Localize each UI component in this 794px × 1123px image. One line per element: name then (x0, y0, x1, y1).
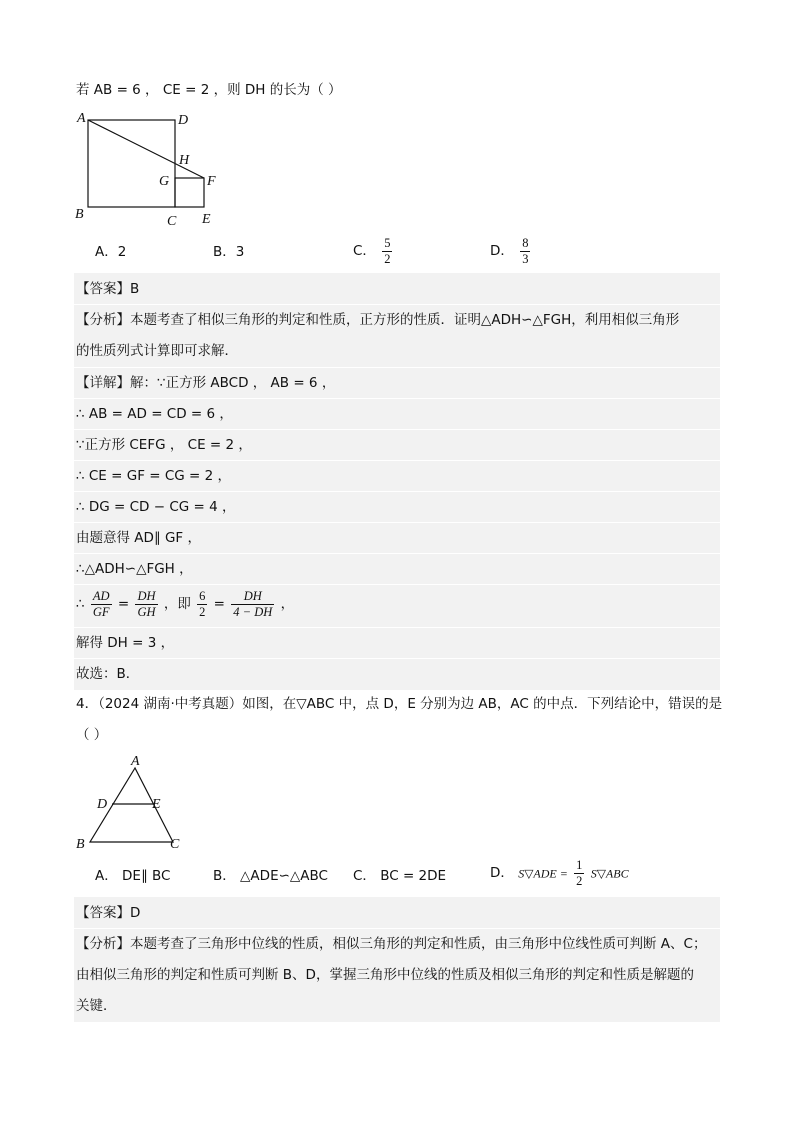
q3-squares-figure (70, 108, 250, 230)
q3-detail-line10: 故选：B． (76, 666, 140, 682)
q3-option-a: A．2 (95, 244, 127, 260)
q3-detail-line3: ∵正方形 CEFG ， CE = 2 ， (76, 437, 252, 453)
q3-detail-line9: 解得 DH = 3 ， (76, 635, 175, 651)
label-G: G (159, 174, 170, 189)
q3-analysis-line1: 【分析】本题考查了相似三角形的判定和性质，正方形的性质．证明△ADH∽△FGH，利用相似三角形 (76, 312, 680, 328)
label-B: B (76, 837, 85, 852)
q3-detail-line4: ∴ CE = GF = CG = 2 ， (76, 468, 232, 484)
q3-detail-line6: 由题意得 AD∥ GF ， (76, 530, 201, 546)
q4-solution-panel (74, 897, 720, 1022)
label-C: C (170, 837, 180, 852)
label-A: A (77, 111, 86, 126)
q3-detail-line7: ∴△ADH∽△FGH ， (76, 561, 193, 577)
q4-stem-line1: 4．（2024 湖南·中考真题）如图，在▽ABC 中，点 D，E 分别为边 AB，AC 的中点．下列结论中，错误的是 (76, 696, 723, 712)
q4-triangle-figure (70, 752, 200, 852)
label-C: C (167, 214, 177, 229)
fraction-dh-gh: $\frac{DH}{GH}$ (137, 589, 156, 619)
label-E: E (152, 797, 161, 812)
q4-option-d: D． S▽ADE = $\frac{1}{2}$ S▽ABC (490, 858, 629, 888)
q4-stem-line2: （ ） (76, 727, 108, 743)
fraction-dh-4-dh: $\frac{DH}{4 - DH}$ (233, 589, 273, 619)
label-D: D (178, 113, 189, 128)
q3-option-d-fraction: $\frac{8}{3}$ (522, 236, 529, 266)
q4-option-b: B． △ADE∽△ABC (213, 868, 328, 884)
q3-option-c-prefix: C． (353, 242, 376, 259)
q3-analysis-line2: 的性质列式计算即可求解． (76, 343, 238, 359)
q4-analysis-line1: 【分析】本题考查了三角形中位线的性质，相似三角形的判定和性质，由三角形中位线性质可判断 A、C； (76, 936, 707, 952)
q3-option-d-prefix: D． (490, 242, 514, 259)
fraction-6-2: $\frac{6}{2}$ (199, 589, 206, 619)
q4-option-a: A． DE∥ BC (95, 868, 171, 884)
q3-detail-line2: ∴ AB = AD = CD = 6 ， (76, 406, 233, 422)
fraction-ad-gf: $\frac{AD}{GF}$ (92, 589, 110, 619)
label-D: D (97, 797, 108, 812)
q3-stem: 若 AB = 6 ， CE = 2 ，则 DH 的长为（ ） (76, 82, 342, 98)
q3-answer: 【答案】B (76, 281, 140, 297)
label-B: B (75, 207, 84, 222)
q3-detail-line1: 【详解】解：∵正方形 ABCD ， AB = 6 ， (76, 375, 336, 391)
q3-option-c (353, 236, 394, 267)
q3-option-d (490, 236, 532, 267)
q3-option-b: B．3 (213, 244, 245, 260)
label-E: E (202, 212, 211, 227)
q4-answer: 【答案】D (76, 905, 141, 921)
q4-option-c: C． BC = 2DE (353, 868, 447, 884)
label-F: F (207, 174, 216, 189)
q3-option-c-fraction: $\frac{5}{2}$ (384, 236, 391, 266)
q3-detail-line8-proportion: ∴ $\frac{AD}{GF}$ = $\frac{DH}{GH}$ ，即 $\frac{6}{2}$ = $\frac{DH}{4 - DH}$ ， (76, 589, 295, 619)
q4-analysis-line2: 由相似三角形的判定和性质可判断 B、D，掌握三角形中位线的性质及相似三角形的判定和性质是解题的 (76, 967, 694, 983)
q4-option-d-fraction: $\frac{1}{2}$ (576, 858, 583, 888)
label-H: H (179, 153, 190, 168)
q4-analysis-line3: 关键． (76, 998, 117, 1014)
q3-detail-line5: ∴ DG = CD − CG = 4 ， (76, 499, 236, 515)
label-A: A (131, 754, 140, 769)
